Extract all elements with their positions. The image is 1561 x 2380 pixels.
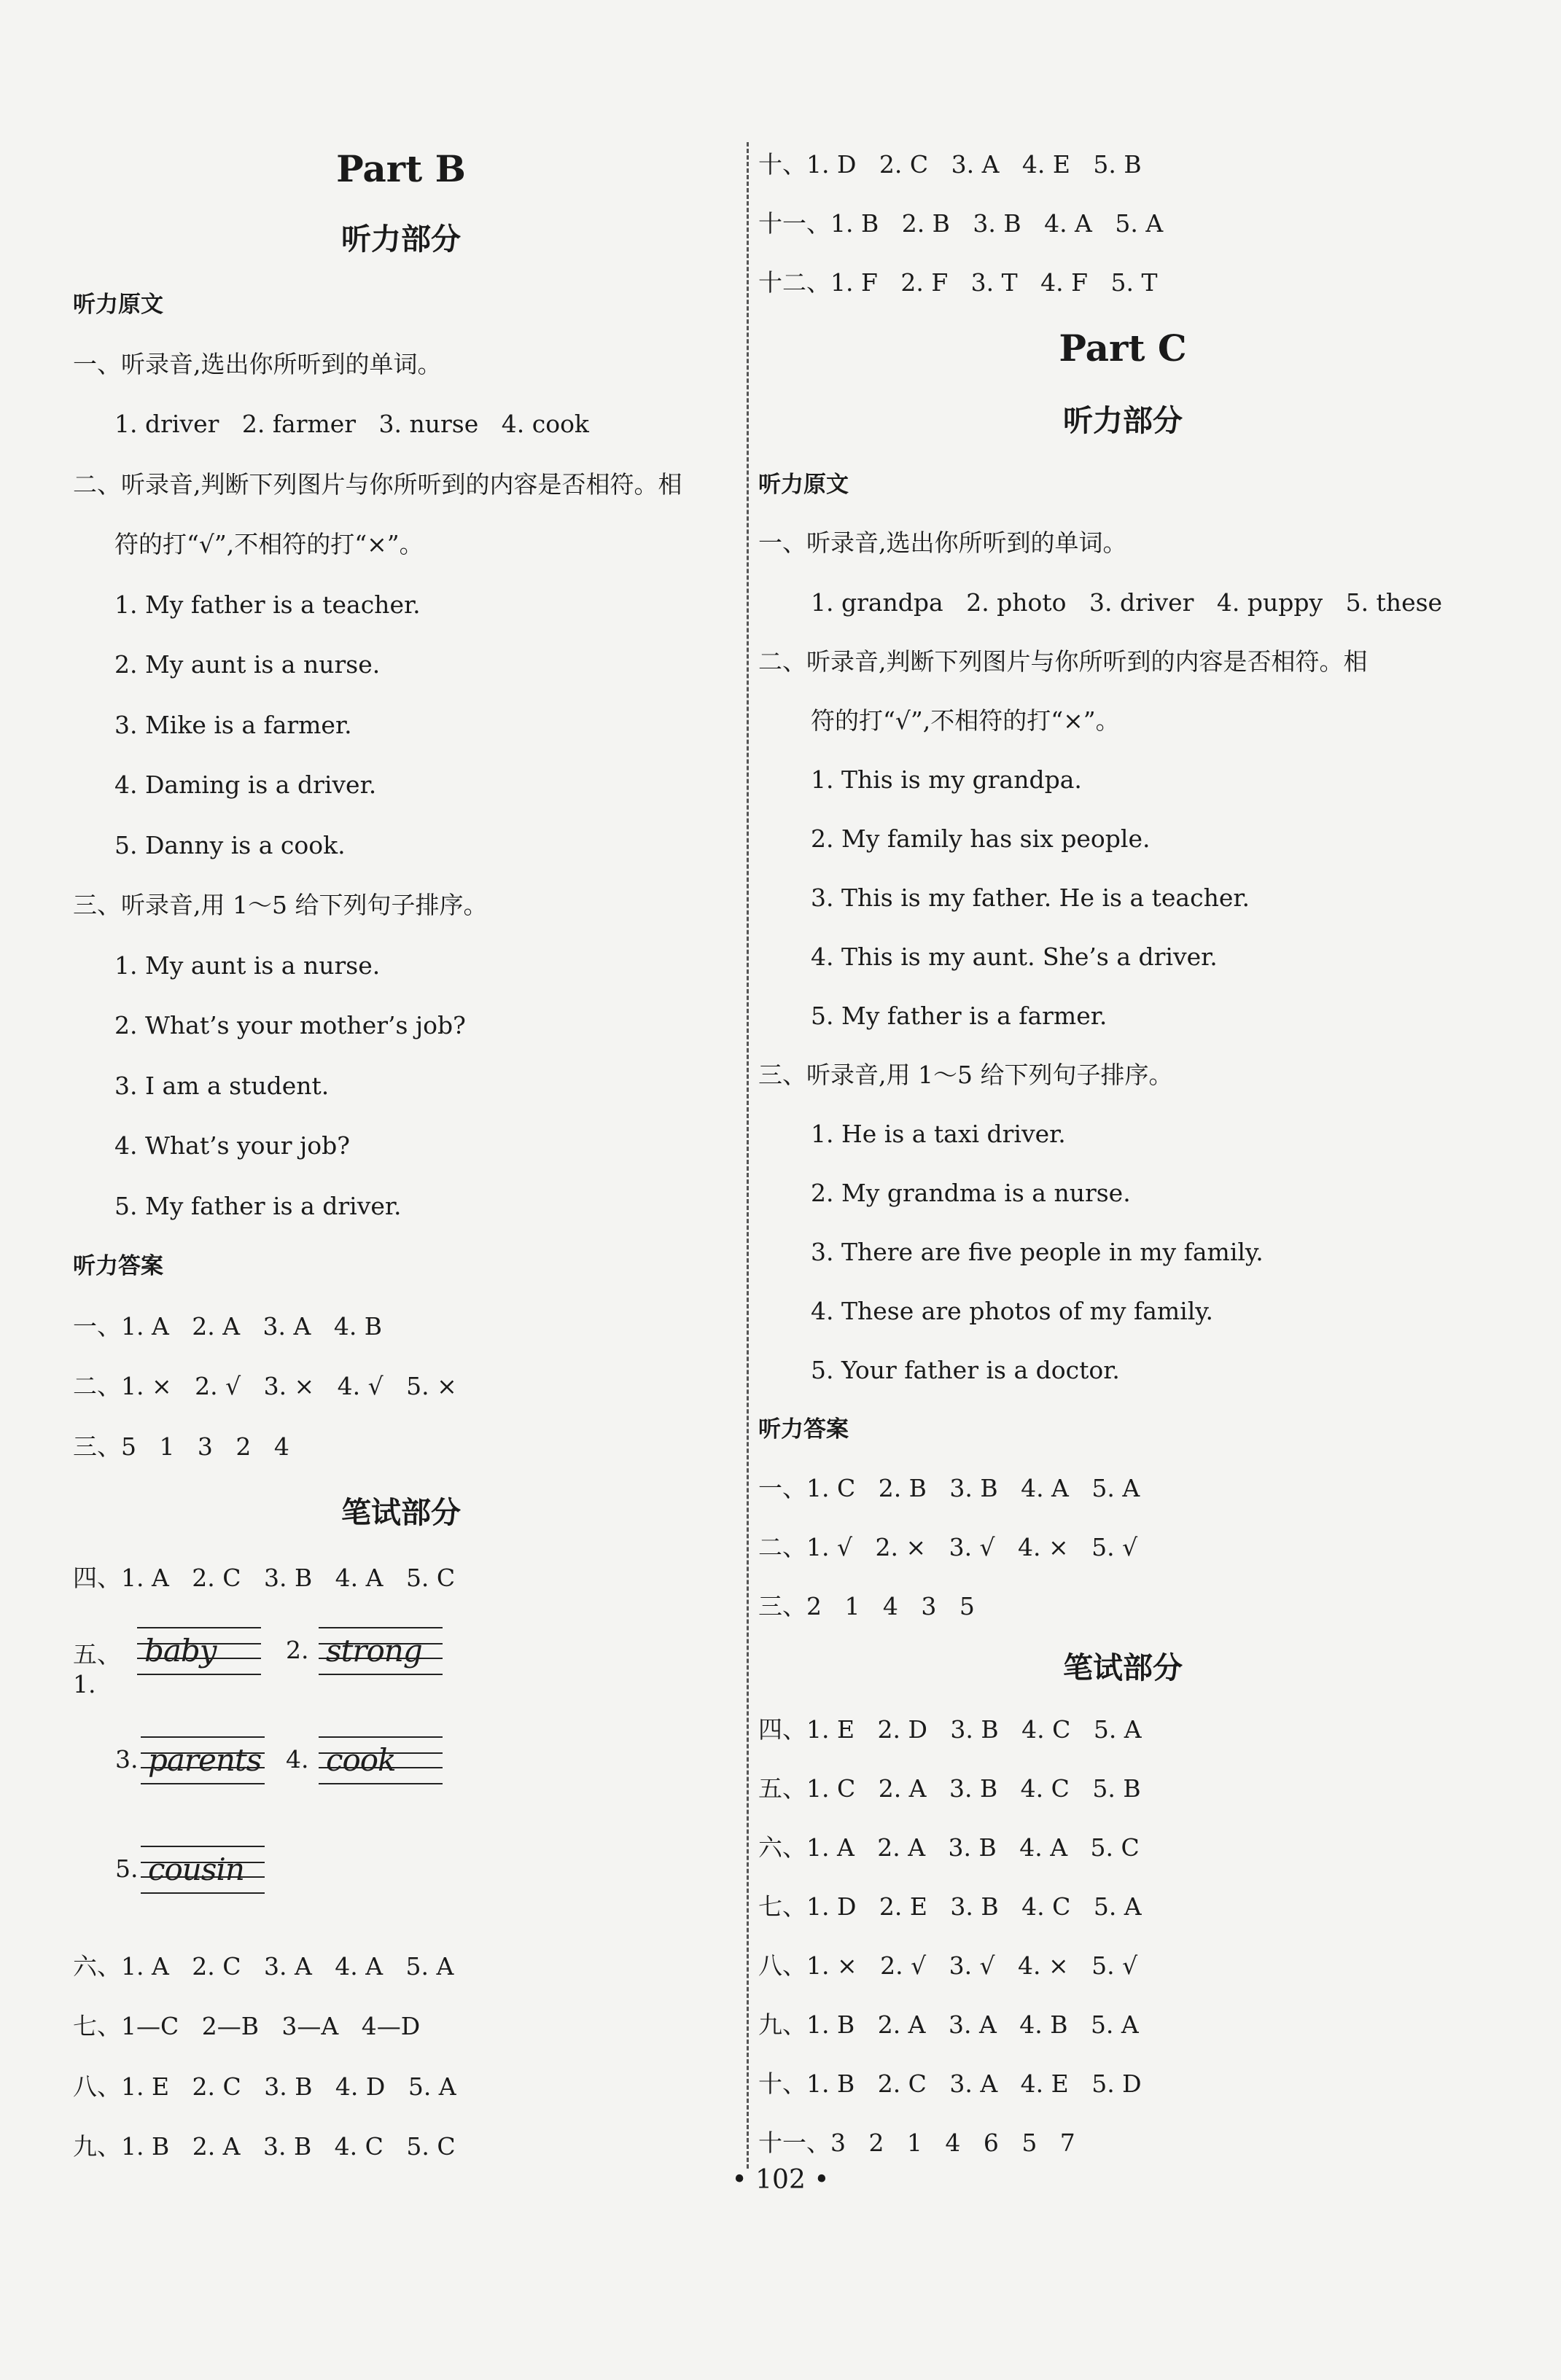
part-c-q2-item: 3. This is my father. He is a teacher. bbox=[811, 883, 1250, 912]
part-c-written-answer: 五、1. C 2. A 3. B 4. C 5. B bbox=[758, 1774, 1141, 1803]
part-b-answer-line: 三、5 1 3 2 4 bbox=[73, 1432, 289, 1461]
handwritten-word: strong bbox=[326, 1633, 422, 1669]
part-b-q11-answers: 十一、1. B 2. B 3. B 4. A 5. A bbox=[758, 209, 1164, 238]
part-c-q3-item: 2. My grandma is a nurse. bbox=[811, 1179, 1131, 1207]
part-c-listening-heading: 听力部分 bbox=[1063, 403, 1183, 438]
handwritten-word: cook bbox=[326, 1742, 396, 1778]
handwritten-word: baby bbox=[144, 1633, 217, 1669]
part-c-written-answer: 六、1. A 2. A 3. B 4. A 5. C bbox=[758, 1833, 1140, 1862]
part-c-q3-item: 5. Your father is a doctor. bbox=[811, 1356, 1120, 1384]
part-b-q2-item: 4. Daming is a driver. bbox=[114, 770, 377, 799]
part-b-q1-instruction: 一、听录音,选出你所听到的单词。 bbox=[73, 350, 442, 378]
part-b-q9-answers: 九、1. B 2. A 3. B 4. C 5. C bbox=[73, 2132, 456, 2161]
handwritten-word: parents bbox=[148, 1742, 262, 1778]
part-c-q3-item: 3. There are five people in my family. bbox=[811, 1238, 1264, 1266]
page-number: • 102 • bbox=[731, 2165, 830, 2195]
part-c-q3-item: 1. He is a taxi driver. bbox=[811, 1120, 1066, 1148]
part-c-q2-item: 2. My family has six people. bbox=[811, 824, 1151, 853]
part-c-q1-instruction: 一、听录音,选出你所听到的单词。 bbox=[758, 528, 1127, 557]
part-c-written-answer: 十、1. B 2. C 3. A 4. E 5. D bbox=[758, 2069, 1142, 2098]
part-c-q2-instruction-1: 二、听录音,判断下列图片与你所听到的内容是否相符。相 bbox=[758, 647, 1368, 676]
q5-number: 3. bbox=[115, 1745, 139, 1774]
part-c-written-answer: 七、1. D 2. E 3. B 4. C 5. A bbox=[758, 1892, 1142, 1921]
part-b-q3-item: 1. My aunt is a nurse. bbox=[114, 951, 381, 980]
part-b-answers-label: 听力答案 bbox=[73, 1253, 163, 1279]
part-c-title: Part C bbox=[1059, 327, 1187, 370]
part-c-q3-item: 4. These are photos of my family. bbox=[811, 1297, 1214, 1325]
part-c-written-answer: 四、1. E 2. D 3. B 4. C 5. A bbox=[758, 1715, 1142, 1744]
part-b-q3-item: 3. I am a student. bbox=[114, 1072, 330, 1100]
part-c-transcript-label: 听力原文 bbox=[758, 472, 849, 498]
part-b-q12-answers: 十二、1. F 2. F 3. T 4. F 5. T bbox=[758, 268, 1158, 297]
part-b-q7-answers: 七、1—C 2—B 3—A 4—D bbox=[73, 2012, 421, 2040]
q5-number: 2. bbox=[286, 1636, 309, 1664]
part-b-q1-items: 1. driver 2. farmer 3. nurse 4. cook bbox=[114, 410, 589, 438]
part-b-q3-item: 4. What’s your job? bbox=[114, 1131, 350, 1160]
part-b-q2-item: 2. My aunt is a nurse. bbox=[114, 650, 381, 679]
part-b-q2-instruction-1: 二、听录音,判断下列图片与你所听到的内容是否相符。相 bbox=[73, 470, 682, 499]
part-b-q4-answers: 四、1. A 2. C 3. B 4. A 5. C bbox=[73, 1564, 456, 1592]
part-c-answer-line: 二、1. √ 2. × 3. √ 4. × 5. √ bbox=[758, 1533, 1138, 1561]
part-b-q3-instruction: 三、听录音,用 1～5 给下列句子排序。 bbox=[73, 891, 488, 919]
part-b-q10-answers: 十、1. D 2. C 3. A 4. E 5. B bbox=[758, 150, 1142, 179]
part-c-q3-instruction: 三、听录音,用 1～5 给下列句子排序。 bbox=[758, 1061, 1173, 1089]
part-c-written-heading: 笔试部分 bbox=[1063, 1650, 1183, 1685]
part-b-transcript-label: 听力原文 bbox=[73, 292, 163, 318]
part-b-listening-heading: 听力部分 bbox=[341, 222, 461, 257]
part-c-q2-item: 4. This is my aunt. She’s a driver. bbox=[811, 943, 1218, 971]
handwritten-word: cousin bbox=[148, 1852, 244, 1887]
part-c-q2-instruction-2: 符的打“√”,不相符的打“×”。 bbox=[811, 706, 1120, 735]
part-b-q2-item: 3. Mike is a farmer. bbox=[114, 711, 352, 739]
part-c-written-answer: 九、1. B 2. A 3. A 4. B 5. A bbox=[758, 2010, 1139, 2039]
part-c-q1-items: 1. grandpa 2. photo 3. driver 4. puppy 5. these bbox=[811, 588, 1443, 617]
part-b-title: Part B bbox=[336, 147, 466, 190]
part-b-q8-answers: 八、1. E 2. C 3. B 4. D 5. A bbox=[73, 2072, 456, 2101]
part-b-q2-instruction-2: 符的打“√”,不相符的打“×”。 bbox=[114, 530, 424, 558]
part-b-q3-item: 2. What’s your mother’s job? bbox=[114, 1011, 466, 1039]
q5-number: 5. bbox=[115, 1854, 139, 1883]
part-c-answers-label: 听力答案 bbox=[758, 1416, 849, 1443]
part-b-answer-line: 一、1. A 2. A 3. A 4. B bbox=[73, 1312, 383, 1341]
part-c-q2-item: 1. This is my grandpa. bbox=[811, 765, 1082, 794]
part-b-written-heading: 笔试部分 bbox=[341, 1495, 461, 1530]
part-c-written-answer: 十一、3 2 1 4 6 5 7 bbox=[758, 2129, 1075, 2157]
q5-number: 4. bbox=[286, 1745, 309, 1774]
q5-prefix: 五、1. bbox=[73, 1640, 121, 1698]
part-b-q6-answers: 六、1. A 2. C 3. A 4. A 5. A bbox=[73, 1952, 454, 1981]
part-b-q2-item: 1. My father is a teacher. bbox=[114, 590, 421, 619]
part-c-answer-line: 一、1. C 2. B 3. B 4. A 5. A bbox=[758, 1474, 1140, 1502]
part-b-q2-item: 5. Danny is a cook. bbox=[114, 831, 346, 859]
part-c-written-answer: 八、1. × 2. √ 3. √ 4. × 5. √ bbox=[758, 1951, 1138, 1980]
column-divider bbox=[747, 142, 749, 2169]
part-c-q2-item: 5. My father is a farmer. bbox=[811, 1002, 1108, 1030]
part-c-answer-line: 三、2 1 4 3 5 bbox=[758, 1592, 975, 1620]
part-b-q3-item: 5. My father is a driver. bbox=[114, 1192, 402, 1220]
part-b-answer-line: 二、1. × 2. √ 3. × 4. √ 5. × bbox=[73, 1372, 457, 1400]
